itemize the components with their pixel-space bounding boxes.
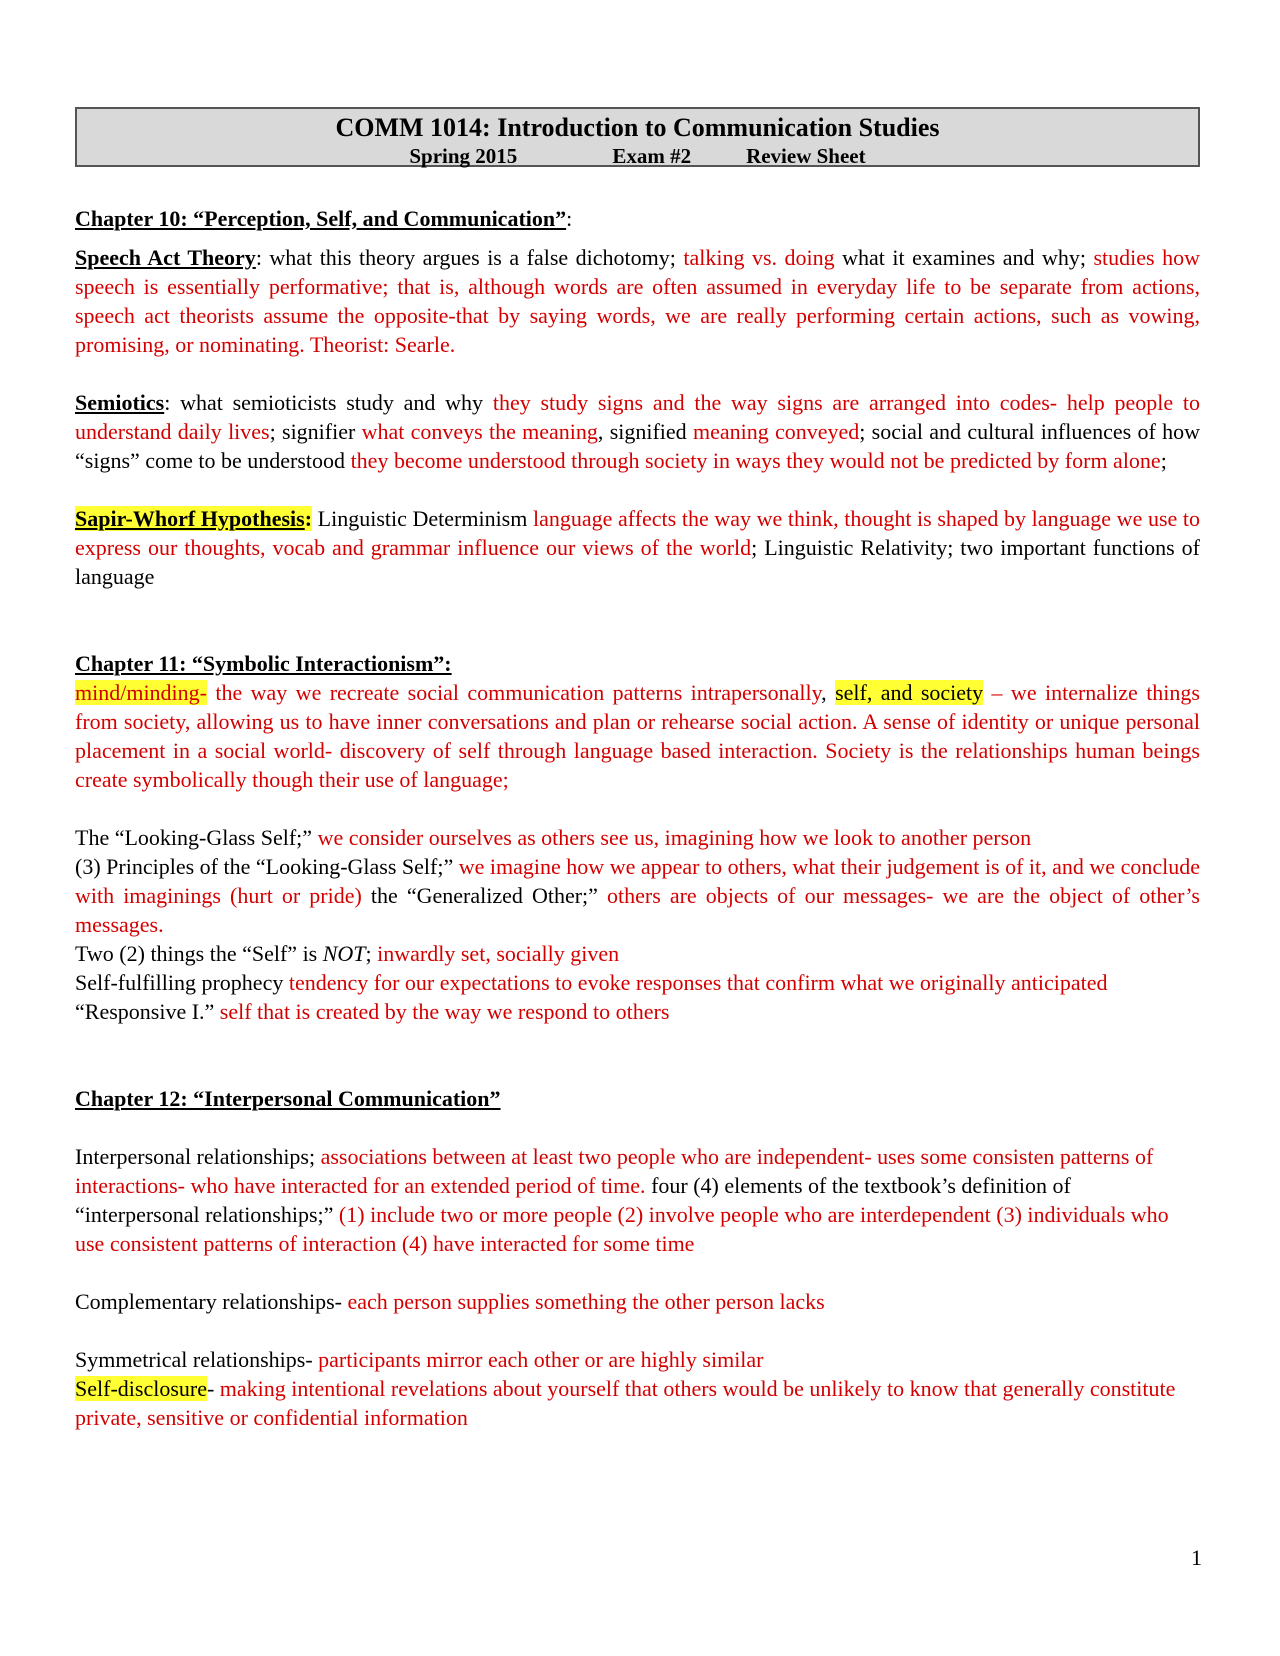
interpersonal-paragraph: Interpersonal relationships; associations between at least two people who are independent- uses some consisten patterns of interactions- who have interacted for an extended period of time. four (4) elements of the textbook’s definition of “interpersonal relationships;” (1) include two or more people (2) involve people who are interdependent (3) individuals who use consistent patterns of interaction (4) have interacted for some time	[75, 1144, 1169, 1256]
sheet-label: Review Sheet	[746, 144, 866, 168]
semiotics-paragraph: Semiotics: what semioticists study and why they study signs and the way signs are arranged into codes- help people to understand daily lives; signifier what conveys the meaning, signified meaning conveyed; social and cultural influences of how “signs” come to be understood they become understood through society in ways they would not be predicted by form alone;	[75, 390, 1201, 473]
complementary-line: Complementary relationships- each person supplies something the other person lacks	[75, 1289, 825, 1314]
course-title: COMM 1014: Introduction to Communication Studies	[335, 113, 940, 142]
title-box	[75, 107, 1200, 167]
page-number: 1	[1191, 1545, 1202, 1570]
sapir-whorf-paragraph: Sapir-Whorf Hypothesis: Linguistic Determinism language affects the way we think, thought is shaped by language we use to express our thoughts, vocab and grammar influence our views of the world; Linguistic Relativity; two important functions of language	[75, 506, 1200, 589]
speech-act-theory-paragraph: Speech Act Theory: what this theory argues is a false dichotomy; talking vs. doing what it examines and why; studies how speech is essentially performative; that is, although words are often assumed in everyday life to be separate from actions, speech act theorists assume the opposite-that by saying words, we are really performing certain actions, such as vowing, promising, or nominating. Theorist: Searle.	[75, 245, 1200, 357]
looking-glass-line: The “Looking-Glass Self;” we consider ourselves as others see us, imagining how we look to another person	[75, 825, 1032, 850]
sapir-whorf-term: Sapir-Whorf Hypothesis	[75, 506, 305, 531]
semiotics-term: Semiotics	[75, 390, 165, 415]
term-label: Spring 2015	[409, 144, 518, 168]
self-disclosure-paragraph: Self-disclosure- making intentional revelations about yourself that others would be unlikely to know that generally constitute private, sensitive or confidential information	[75, 1376, 1176, 1430]
chapter-10-heading: Chapter 10: “Perception, Self, and Communication”	[75, 206, 567, 231]
mind-term: mind/minding-	[75, 680, 207, 705]
mind-paragraph: mind/minding- the way we recreate social communication patterns intrapersonally, self, and society – we internalize things from society, allowing us to have inner conversations and plan or rehearse social action. A sense of identity or unique personal placement in a social world- discovery of self through language based interaction. Society is the relationships human beings create symbolically though their use of language;	[75, 680, 1200, 792]
chapter-11-heading: Chapter 11: “Symbolic Interactionism”:	[75, 651, 452, 676]
self-not-line: Two (2) things the “Self” is NOT; inwardly set, socially given	[75, 941, 620, 966]
exam-subtitle	[77, 143, 1198, 169]
chapter-10-heading-line: Chapter 10: “Perception, Self, and Communication”:	[75, 206, 573, 231]
document-page	[75, 107, 1200, 1432]
speech-act-term: Speech Act Theory	[75, 245, 256, 270]
responsive-i-line: “Responsive I.” self that is created by the way we respond to others	[75, 999, 670, 1024]
chapter-12-heading: Chapter 12: “Interpersonal Communication”	[75, 1086, 501, 1111]
self-society-term: self, and society	[835, 680, 984, 705]
self-disclosure-term: Self-disclosure	[75, 1376, 207, 1401]
exam-label: Exam #2	[612, 144, 692, 168]
principles-paragraph: (3) Principles of the “Looking-Glass Self;” we imagine how we appear to others, what their judgement is of it, and we conclude with imaginings (hurt or pride) the “Generalized Other;” others are objects of our messages- we are the object of other’s messages.	[75, 854, 1200, 937]
symmetrical-line: Symmetrical relationships- participants mirror each other or are highly similar	[75, 1347, 764, 1372]
self-fulfilling-paragraph: Self-fulfilling prophecy tendency for our expectations to evoke responses that confirm what we originally anticipated	[75, 970, 1108, 995]
